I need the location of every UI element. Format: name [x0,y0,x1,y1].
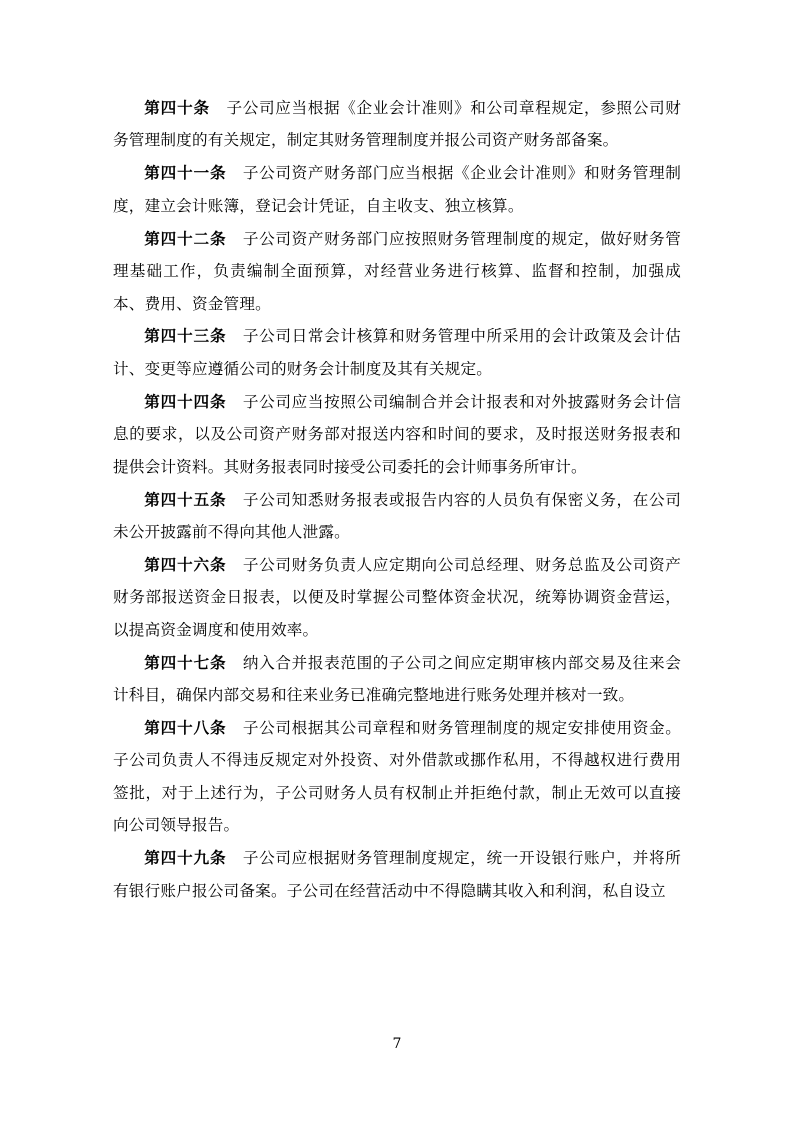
article-number: 第四十九条 [144,848,227,868]
article-paragraph [113,549,681,646]
article-paragraph [113,484,681,549]
article-text: 纳入合并报表范围的子公司之间应定期审核内部交易及往来会计科目，确保内部交易和往来业务已准确完整地进行账务处理并核对一致。 [113,653,681,705]
article-paragraph [113,157,681,222]
article-paragraph [113,320,681,385]
document-body [113,92,681,908]
article-number: 第四十四条 [144,391,227,411]
page-number: 7 [392,1036,402,1052]
article-text: 子公司知悉财务报表或报告内容的人员负有保密义务，在公司未公开披露前不得向其他人泄露。 [113,490,681,541]
article-number: 第四十三条 [144,326,227,346]
article-text: 子公司财务负责人应定期向公司总经理、财务总监及公司资产财务部报送资金日报表，以便及时掌握公司整体资金状况，统筹协调资金营运，以提高资金调度和使用效率。 [113,555,681,639]
article-paragraph [113,842,681,907]
article-number: 第四十条 [144,98,210,117]
article-number: 第四十七条 [144,652,227,672]
article-number: 第四十一条 [144,163,227,183]
article-number: 第四十五条 [144,489,227,509]
article-number: 第四十六条 [144,554,227,574]
article-text: 子公司应当按照公司编制合并会计报表和对外披露财务会计信息的要求，以及公司资产财务部对报送内容和时间的要求，及时报送财务报表和提供会计资料。其财务报表同时接受公司委托的会计师事务所审计。 [113,392,681,476]
article-text: 子公司应当根据《企业会计准则》和公司章程规定，参照公司财务管理制度的有关规定，制定其财务管理制度并报公司资产财务部备案。 [113,99,681,150]
article-number: 第四十二条 [144,228,227,248]
article-text: 子公司应根据财务管理制度规定，统一开设银行账户，并将所有银行账户报公司备案。子公司在经营活动中不得隐瞒其收入和利润，私自设立 [113,849,681,900]
article-paragraph [113,92,681,157]
article-paragraph [113,647,681,712]
article-number: 第四十八条 [144,718,227,738]
article-paragraph [113,386,681,483]
article-text: 子公司资产财务部门应当根据《企业会计准则》和财务管理制度，建立会计账簿，登记会计凭证，自主收支、独立核算。 [113,164,681,215]
article-paragraph [113,712,681,842]
article-paragraph [113,223,681,320]
article-text: 子公司日常会计核算和财务管理中所采用的会计政策及会计估计、变更等应遵循公司的财务会计制度及其有关规定。 [113,327,681,378]
article-text: 子公司根据其公司章程和财务管理制度的规定安排使用资金。子公司负责人不得违反规定对外投资、对外借款或挪作私用，不得越权进行费用签批，对于上述行为，子公司财务人员有权制止并拒绝付款，制止无效可以直接向公司领导报告。 [113,719,681,835]
article-text: 子公司资产财务部门应按照财务管理制度的规定，做好财务管理基础工作，负责编制全面预算，对经营业务进行核算、监督和控制，加强成本、费用、资金管理。 [113,229,681,313]
